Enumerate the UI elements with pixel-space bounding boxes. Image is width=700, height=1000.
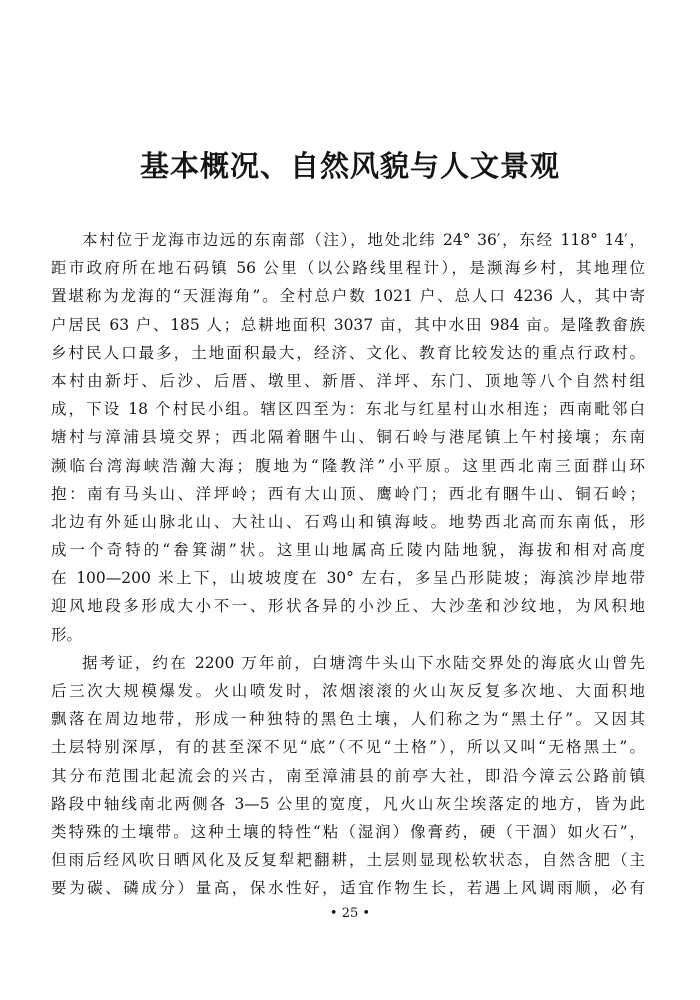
text-line: 土层特别深厚，有的甚至深不见“底”（不见“土格”），所以又叫“无格黑土”。 [51, 738, 645, 757]
text-line: 乡村民人口最多，土地面积最大，经济、文化、教育比较发达的重点行政村。 [51, 343, 645, 362]
body-text [51, 226, 645, 903]
text-line: 在 100—200 米上下，山坡坡度在 30° 左右，多呈凸形陡坡；海滨沙岸地带 [51, 569, 645, 588]
text-line: 成，下设 18 个村民小组。辖区四至为：东北与红星村山水相连；西南毗邻白 [51, 400, 645, 419]
text-line: 塘村与漳浦县境交界；西北隔着睏牛山、铜石岭与港尾镇上午村接壤；东南 [51, 428, 645, 447]
text-line: 本村由新圩、后沙、后厝、墩里、新厝、洋坪、东门、顶地等八个自然村组 [51, 371, 645, 390]
text-line: 户居民 63 户、185 人；总耕地面积 3037 亩，其中水田 984 亩。是隆教畲族 [51, 315, 645, 334]
text-line: 后三次大规模爆发。火山喷发时，浓烟滚滚的火山灰反复多次地、大面积地 [51, 682, 645, 700]
text-line: 要为碳、磷成分）量高，保水性好，适宜作物生长，若遇上风调雨顺，必有 [51, 879, 645, 898]
text-line: 抱：南有马头山、洋坪岭；西有大山顶、鹰岭门；西北有睏牛山、铜石岭； [51, 484, 645, 503]
text-line: 路段中轴线南北两侧各 3—5 公里的宽度，凡火山灰尘埃落定的地方，皆为此 [51, 794, 645, 813]
page-title: 基本概况、自然风貌与人文景观 [139, 149, 560, 183]
text-line: 类特殊的土壤带。这种土壤的特性“粘（湿润）像膏药，硬（干涸）如火石”， [51, 822, 645, 841]
page-number: • 25 • [329, 906, 371, 921]
text-line: 濒临台湾海峡浩瀚大海；腹地为“隆教洋”小平原。这里西北南三面群山环 [51, 456, 645, 475]
text-line: 但雨后经风吹日晒风化及反复犁耙翻耕，土层则显现松软状态，自然含肥（主 [51, 851, 645, 870]
text-line: 成一个奇特的“畚箕湖”状。这里山地属高丘陵内陆地貌，海拔和相对高度 [51, 541, 645, 560]
paragraph [51, 226, 645, 649]
text-line: 本村位于龙海市边远的东南部（注），地处北纬 24° 36′，东经 118° 14′， [82, 231, 645, 249]
text-line: 飘落在周边地带，形成一种独特的黑色土壤，人们称之为“黑土仔”。又因其 [51, 710, 645, 729]
text-line: 其分布范围北起流会的兴古，南至漳浦县的前亭大社，即沿今漳云公路前镇 [51, 766, 645, 785]
text-line: 形。 [51, 625, 83, 644]
text-line: 迎风地段多形成大小不一、形状各异的小沙丘、大沙垄和沙纹地，为风积地 [51, 597, 645, 616]
text-line: 据考证，约在 2200 万年前，白塘湾牛头山下水陆交界处的海底火山曾先 [82, 653, 645, 672]
paragraph [51, 649, 645, 903]
text-line: 北边有外延山脉北山、大社山、石鸡山和镇海岐。地势西北高而东南低，形 [51, 512, 645, 531]
text-line: 置堪称为龙海的“天涯海角”。全村总户数 1021 户、总人口 4236 人，其中寄 [51, 287, 645, 306]
text-line: 距市政府所在地石码镇 56 公里（以公路线里程计），是濒海乡村，其地理位 [51, 259, 645, 278]
